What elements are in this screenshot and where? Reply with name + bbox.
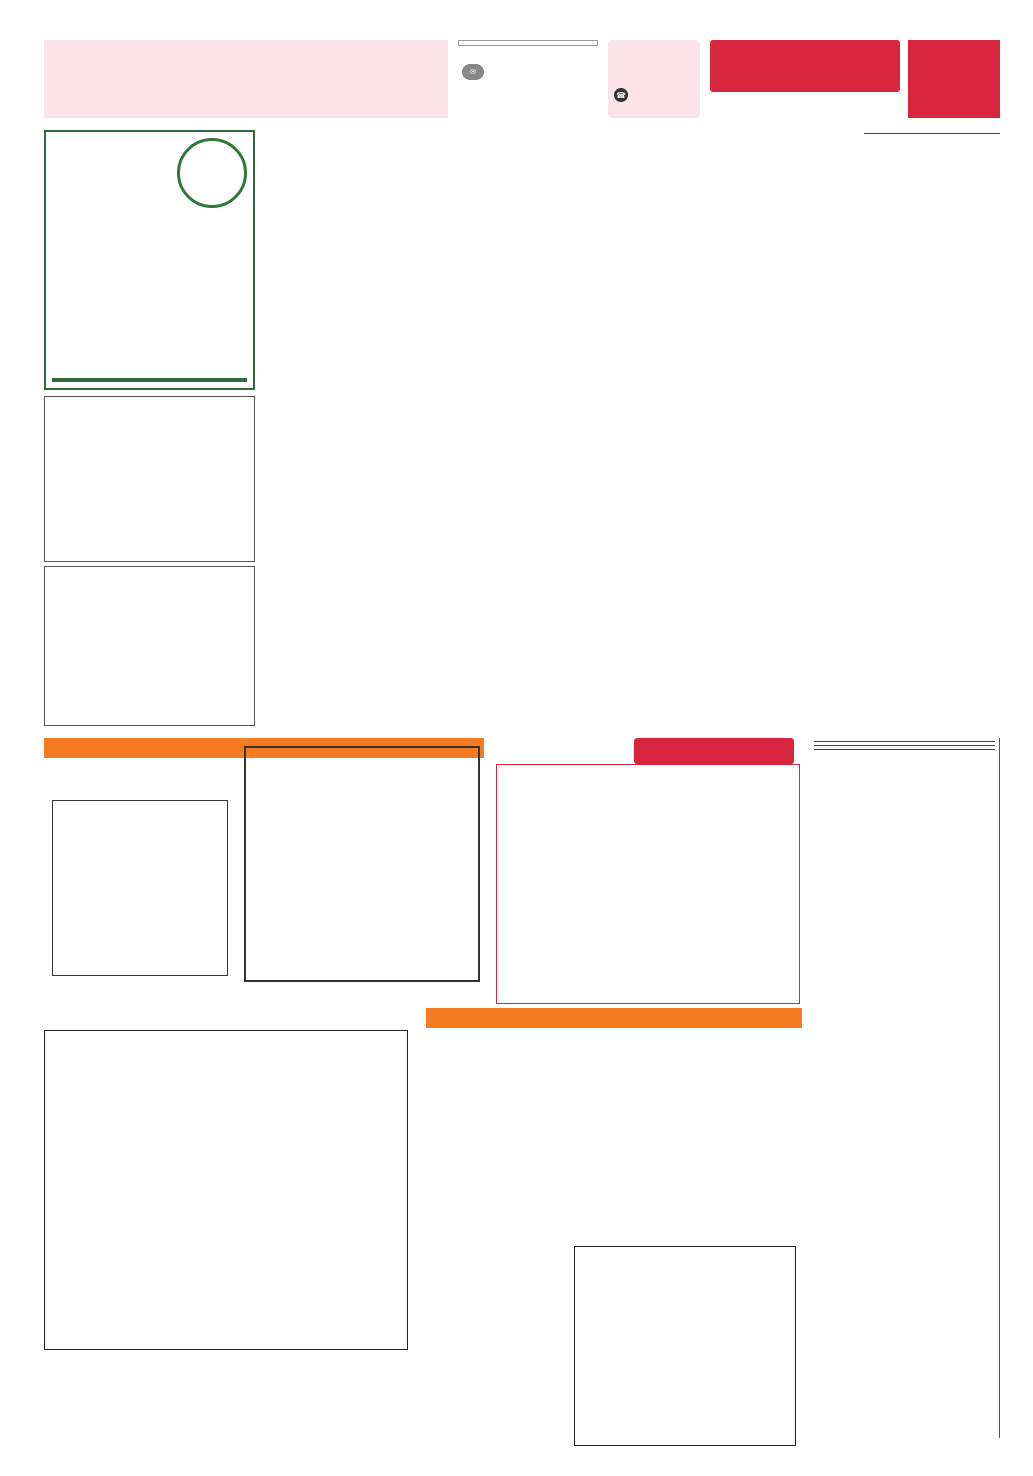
- notice-column-3: [585, 130, 717, 726]
- notice-column-1: [864, 130, 1000, 726]
- notice-column-5: [305, 130, 437, 726]
- divider: [864, 133, 1000, 134]
- company-ad-title: [634, 738, 794, 764]
- bottom-clues: [44, 1356, 422, 1448]
- tender-ad: [44, 130, 255, 390]
- side-notice-1: [44, 396, 255, 562]
- right-notice-column: [814, 738, 1000, 1438]
- news-box: [44, 40, 448, 118]
- sms-icon: ✉: [462, 64, 484, 80]
- horizontal-clues: [614, 1032, 802, 1232]
- crossword-grid[interactable]: [44, 1030, 408, 1350]
- newspaper-logo[interactable]: [710, 40, 900, 92]
- masthead: [710, 40, 900, 118]
- divider: [814, 745, 995, 746]
- notice-column-2: [725, 150, 855, 726]
- sudoku-answer-grid: [52, 800, 228, 976]
- company-ad-body: [496, 764, 800, 1004]
- tender-head: [52, 138, 247, 212]
- sms-number: [458, 40, 598, 46]
- tender-footer: [52, 378, 247, 382]
- divider: [814, 749, 995, 750]
- divider: [814, 741, 995, 742]
- page-number: [908, 40, 1000, 118]
- sudoku-grid[interactable]: [244, 746, 480, 982]
- notice-column-4: [445, 130, 577, 726]
- municipality-logo: [177, 138, 247, 208]
- crossword-header: [426, 1008, 802, 1028]
- crossword-answer-grid: [574, 1246, 796, 1446]
- side-notice-2: [44, 566, 255, 726]
- notice-text: [49, 573, 250, 709]
- phone-icon: ☎: [614, 88, 628, 102]
- page-header: [44, 40, 1000, 118]
- crossword-row-numbers: [410, 1030, 422, 1350]
- notice-text: [49, 403, 250, 543]
- info-title: [608, 40, 700, 46]
- sms-box: [458, 40, 598, 118]
- info-box: [608, 40, 700, 118]
